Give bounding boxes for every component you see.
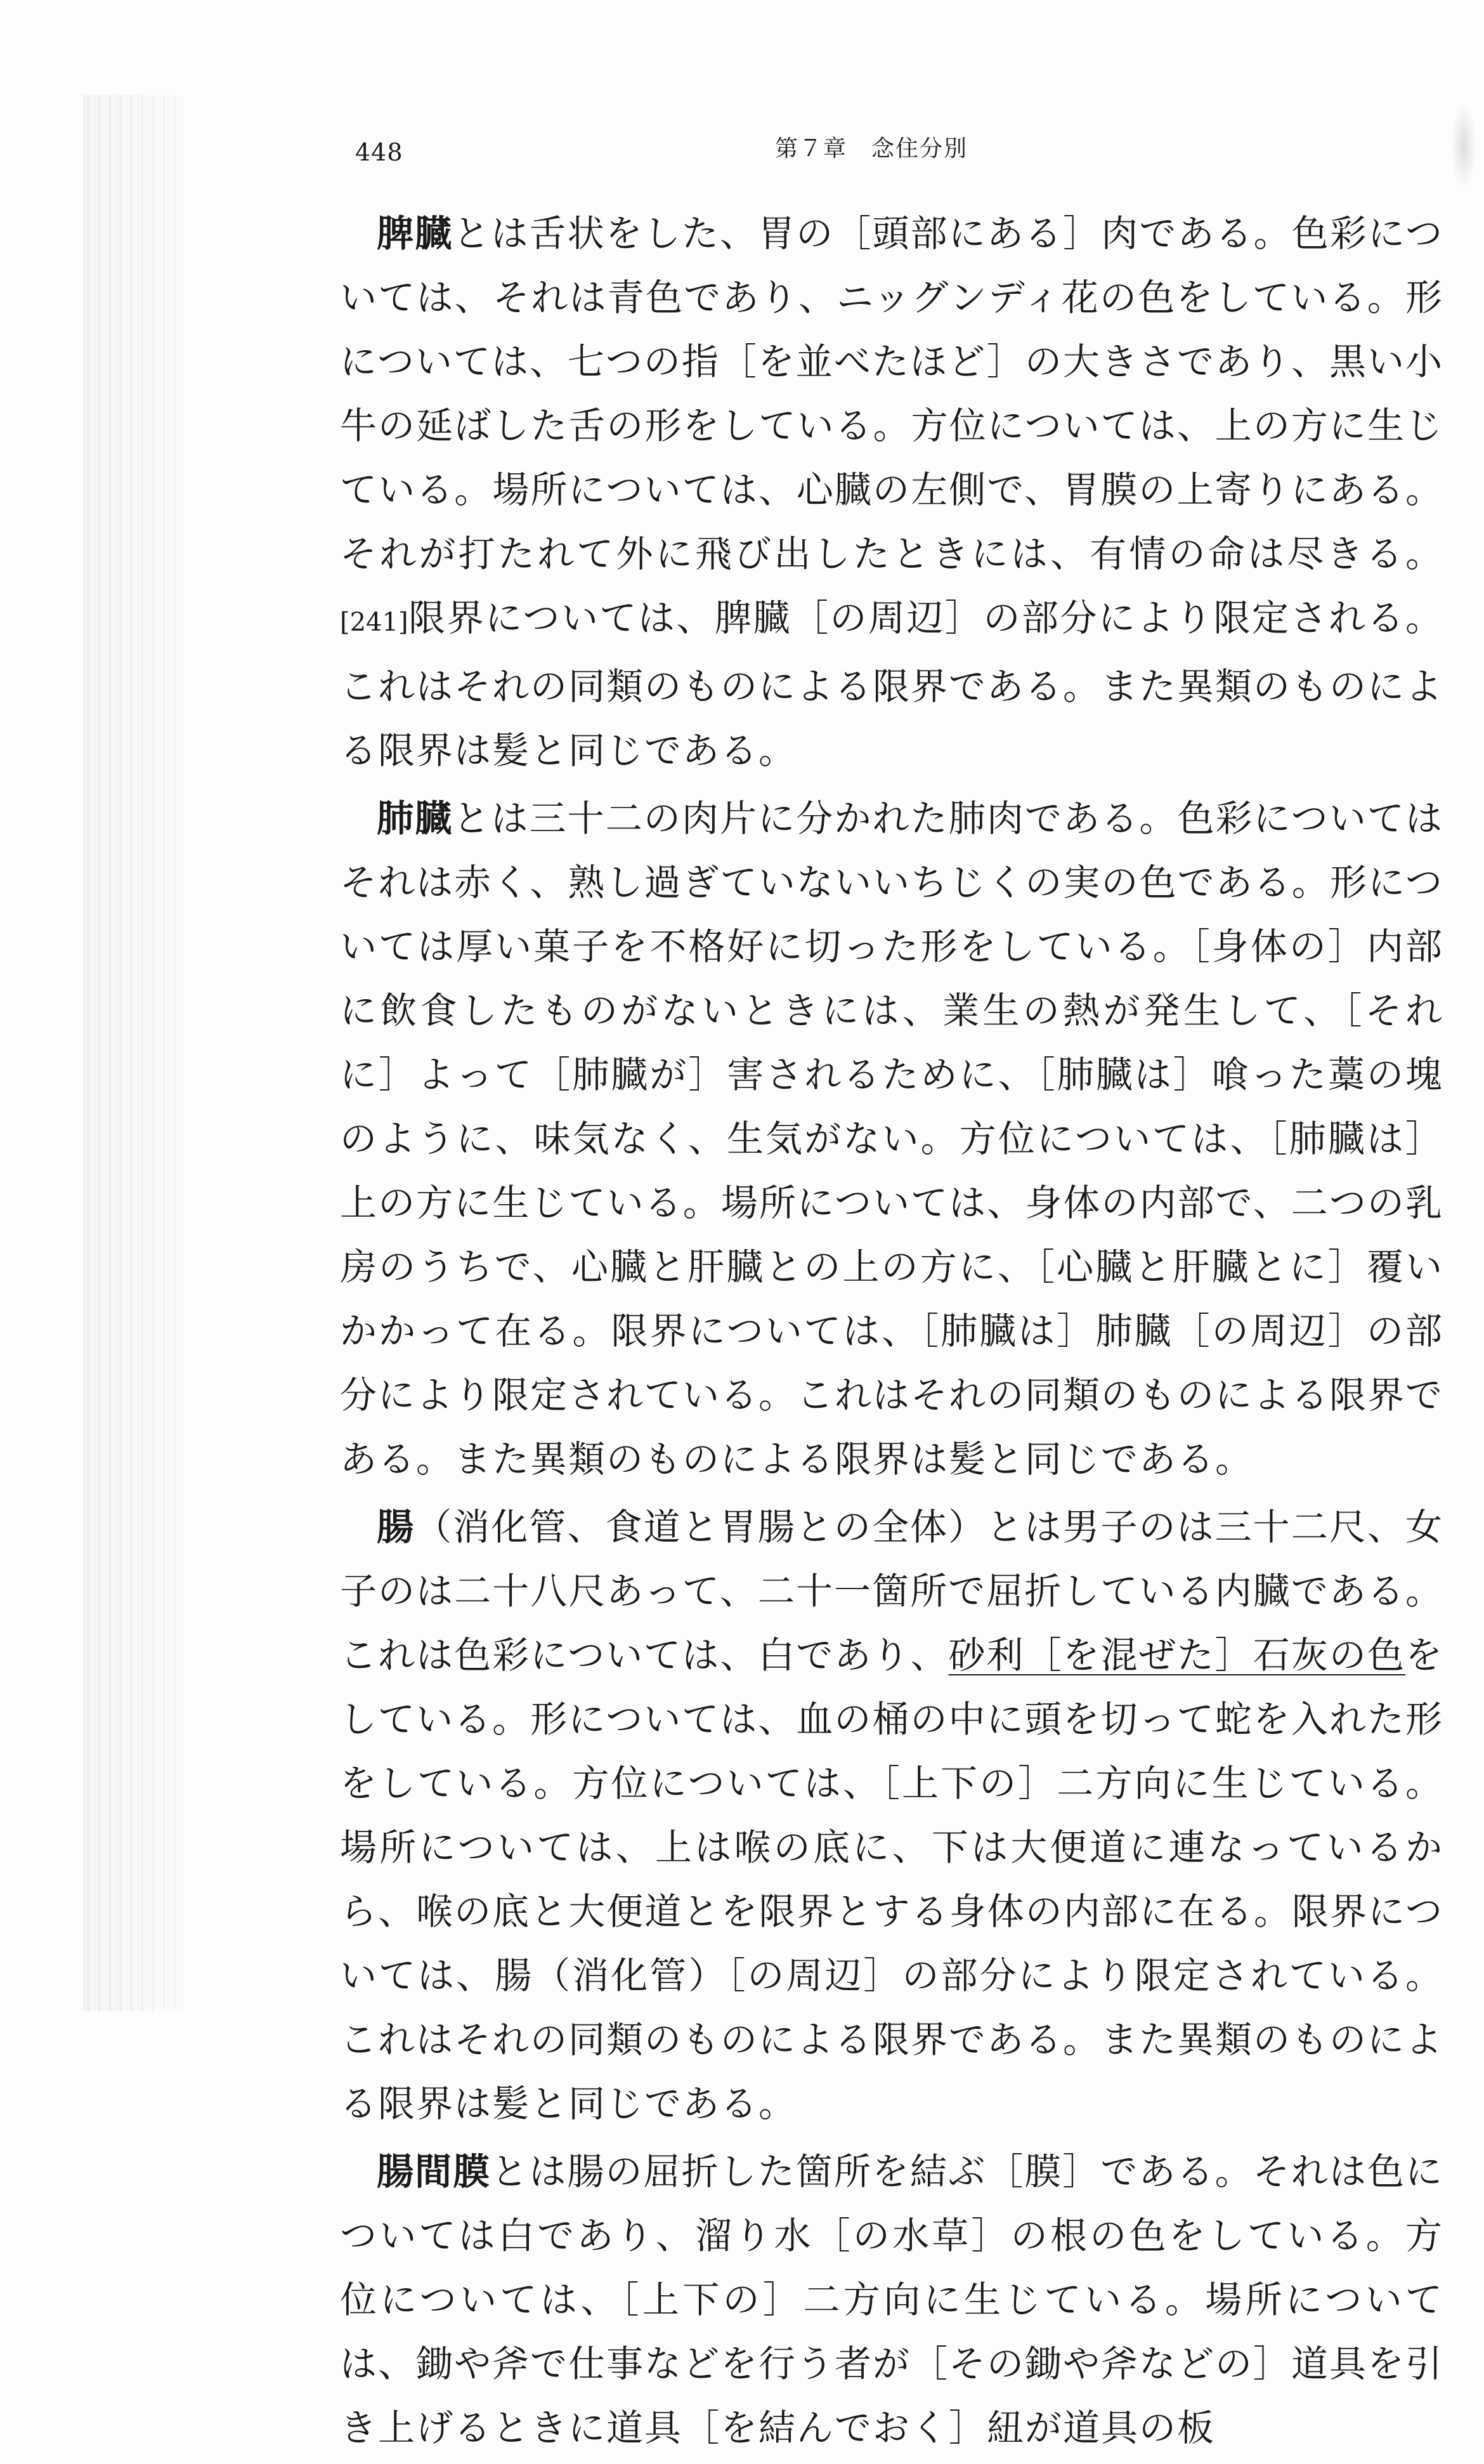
body-text <box>340 202 1443 2464</box>
paragraph-spleen <box>340 202 1443 783</box>
binding-shadow <box>82 95 184 2011</box>
paragraph-mesentery <box>340 2140 1443 2460</box>
paragraph-text: をしている。形については、血の桶の中に頭を切って蛇を入れた形をしている。方位については、［上下の］二方向に生じている。場所については、上は喉の底に、下は大便道に連なっているから、喉の底と大便道とを限界とする身体の内部に在る。限界については、腸（消化管）［の周辺］の部分により限定されている。これはそれの同類のものによる限界である。また異類のものによる限界は髪と同じである。 <box>340 1634 1444 2125</box>
page-reference: [241] <box>340 608 408 637</box>
paragraph-text: 限界については、脾臓［の周辺］の部分により限定される。これはそれの同類のものによる限界である。また異類のものによる限界は髪と同じである。 <box>340 596 1444 772</box>
paragraph-text: （消化管、食道と胃腸との全体）とは男子のは三十二尺、女子のは二十八尺あって、二十一箇所で屈折している内臓である。これは色彩については、白であり、 <box>340 1505 1443 1677</box>
term-lungs: 肺臓 <box>377 797 453 840</box>
term-mesentery: 腸間膜 <box>377 2150 491 2193</box>
paragraph-text: とは三十二の肉片に分かれた肺肉である。色彩についてはそれは赤く、熟し過ぎていないいちじくの実の色である。形については厚い菓子を不格好に切った形をしている。［身体の］内部に飲食したものがないときには、業生の熱が発生して、［それに］よって［肺臓が］害されるために、［肺臓は］喰った藁の塊のように、味気なく、生気がない。方位については、［肺臓は］上の方に生じている。場所については、身体の内部で、二つの乳房のうちで、心臓と肝臓との上の方に、［心臓と肝臓とに］覆いかかって在る。限界については、［肺臓は］肺臓［の周辺］の部分により限定されている。これはそれの同類のものによる限界である。また異類のものによる限界は髪と同じである。 <box>340 797 1444 1481</box>
paragraph-intestine <box>340 1495 1443 2136</box>
underlined-phrase: 砂利［を混ぜた］石灰の色 <box>948 1634 1405 1677</box>
page-number: 448 <box>355 138 403 166</box>
term-intestine: 腸 <box>377 1505 415 1549</box>
paragraph-text: とは腸の屈折した箇所を結ぶ［膜］である。それは色については白であり、溜り水［の水草］の根の色をしている。方位については、［上下の］二方向に生じている。場所については、鋤や斧で仕事などを行う者が［その鋤や斧などの］道具を引き上げるときに道具［を結んでおく］紐が道具の板 <box>340 2150 1444 2449</box>
paragraph-lungs <box>340 787 1443 1491</box>
scan-edge-mark <box>1451 102 1476 190</box>
running-head: 第７章 念住分別 <box>775 136 968 162</box>
paragraph-text: とは舌状をした、胃の［頭部にある］肉である。色彩については、それは青色であり、ニッグンディ花の色をしている。形については、七つの指［を並べたほど］の大きさであり、黒い小牛の延ばした舌の形をしている。方位については、上の方に生じている。場所については、心臓の左側で、胃膜の上寄りにある。それが打たれて外に飛び出したときには、有情の命は尽きる。 <box>340 212 1444 575</box>
term-spleen: 脾臓 <box>377 212 453 255</box>
